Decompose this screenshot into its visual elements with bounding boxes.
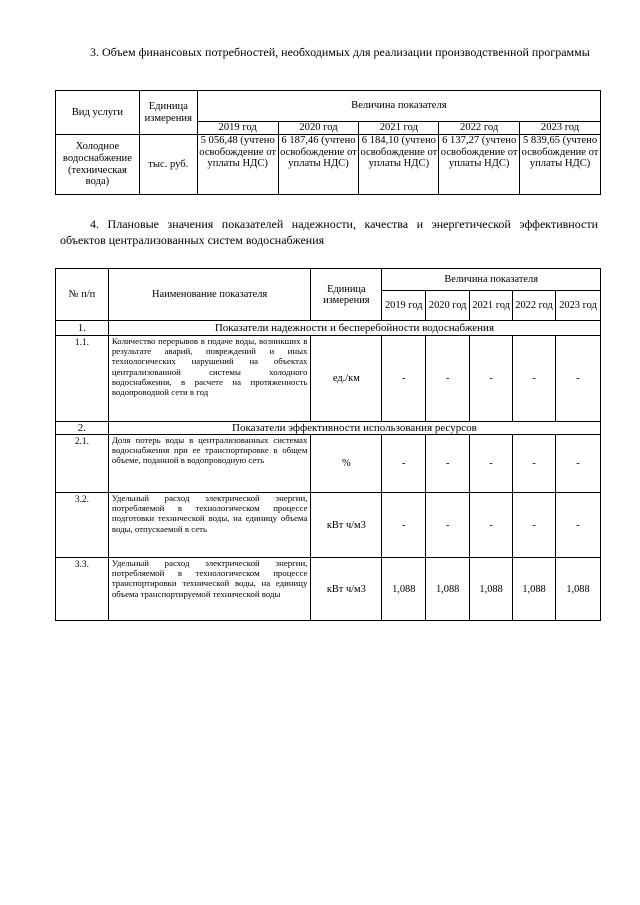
value-cell: 5 056,48 (учтено освобождение от уплаты НДС) xyxy=(197,135,278,195)
section-title: Показатели надежности и бесперебойности водоснабжения xyxy=(108,321,600,336)
value-cell: - xyxy=(513,336,556,422)
header-name: Наименование показателя xyxy=(108,269,311,321)
section3-heading: 3. Объем финансовых потребностей, необходимых для реализации производственной программы xyxy=(90,45,590,59)
value-cell: 6 137,27 (учтено освобождение от уплаты НДС) xyxy=(439,135,520,195)
year-header: 2019 год xyxy=(382,291,426,321)
row-num: 3.2. xyxy=(56,493,109,558)
year-header: 2023 год xyxy=(556,291,601,321)
header-value: Величина показателя xyxy=(382,269,601,291)
service-cell: Холодное водоснабжение (техническая вода) xyxy=(56,135,140,195)
value-cell: 1,088 xyxy=(513,558,556,621)
value-cell: - xyxy=(426,336,470,422)
row-num: 3.3. xyxy=(56,558,109,621)
financial-needs-table xyxy=(55,90,601,195)
row-num: 1.1. xyxy=(56,336,109,422)
year-header: 2020 год xyxy=(426,291,470,321)
value-cell: - xyxy=(513,493,556,558)
value-cell: - xyxy=(513,435,556,493)
value-cell: - xyxy=(426,493,470,558)
year-header: 2022 год xyxy=(513,291,556,321)
header-service: Вид услуги xyxy=(56,91,140,135)
value-cell: 6 184,10 (учтено освобождение от уплаты НДС) xyxy=(359,135,439,195)
indicator-name: Доля потерь воды в централизованных системах водоснабжения при ее транспортировке в общем объеме, поданной в водопроводную сеть xyxy=(108,435,311,493)
unit-cell: кВт ч/м3 xyxy=(311,493,382,558)
year-header: 2021 год xyxy=(359,122,439,135)
value-cell: - xyxy=(470,435,513,493)
indicator-name: Удельный расход электрической энергии, потребляемой в технологическом процессе транспортировки технической воды, на единицу объема транспортируемой технической воды xyxy=(108,558,311,621)
unit-cell: кВт ч/м3 xyxy=(311,558,382,621)
value-cell: 1,088 xyxy=(382,558,426,621)
value-cell: - xyxy=(382,435,426,493)
value-cell: - xyxy=(382,493,426,558)
year-header: 2023 год xyxy=(520,122,601,135)
row-num: 2.1. xyxy=(56,435,109,493)
header-unit: Единица измерения xyxy=(139,91,197,135)
unit-cell: % xyxy=(311,435,382,493)
section4-heading: 4. Плановые значения показателей надежности, качества и энергетической эффективности объектов централизованных систем водоснабжения xyxy=(60,217,598,247)
value-cell: - xyxy=(556,336,601,422)
year-header: 2021 год xyxy=(470,291,513,321)
value-cell: 5 839,65 (учтено освобождение от уплаты НДС) xyxy=(520,135,601,195)
indicators-table xyxy=(55,268,601,621)
value-cell: 6 187,46 (учтено освобождение от уплаты НДС) xyxy=(278,135,359,195)
value-cell: - xyxy=(426,435,470,493)
value-cell: - xyxy=(470,493,513,558)
header-value: Величина показателя xyxy=(197,91,600,122)
year-header: 2022 год xyxy=(439,122,520,135)
year-header: 2020 год xyxy=(278,122,359,135)
value-cell: - xyxy=(382,336,426,422)
value-cell: 1,088 xyxy=(426,558,470,621)
header-num: № п/п xyxy=(56,269,109,321)
header-unit: Единица измерения xyxy=(311,269,382,321)
value-cell: - xyxy=(470,336,513,422)
value-cell: - xyxy=(556,435,601,493)
unit-cell: ед./км xyxy=(311,336,382,422)
indicator-name: Удельный расход электрической энергии, потребляемой в технологическом процессе подготовки технической воды, на единицу объема воды, отпускаемой в сеть xyxy=(108,493,311,558)
indicator-name: Количество перерывов в подаче воды, возникших в результате аварий, повреждений и иных технологических нарушений на объектах централизованной системы холодного водоснабжения, в расчете на протяженность водопроводной сети в год xyxy=(108,336,311,422)
value-cell: 1,088 xyxy=(556,558,601,621)
value-cell: 1,088 xyxy=(470,558,513,621)
section-num: 1. xyxy=(56,321,109,336)
value-cell: - xyxy=(556,493,601,558)
section-title: Показатели эффективности использования ресурсов xyxy=(108,422,600,435)
year-header: 2019 год xyxy=(197,122,278,135)
section-num: 2. xyxy=(56,422,109,435)
unit-cell: тыс. руб. xyxy=(139,135,197,195)
